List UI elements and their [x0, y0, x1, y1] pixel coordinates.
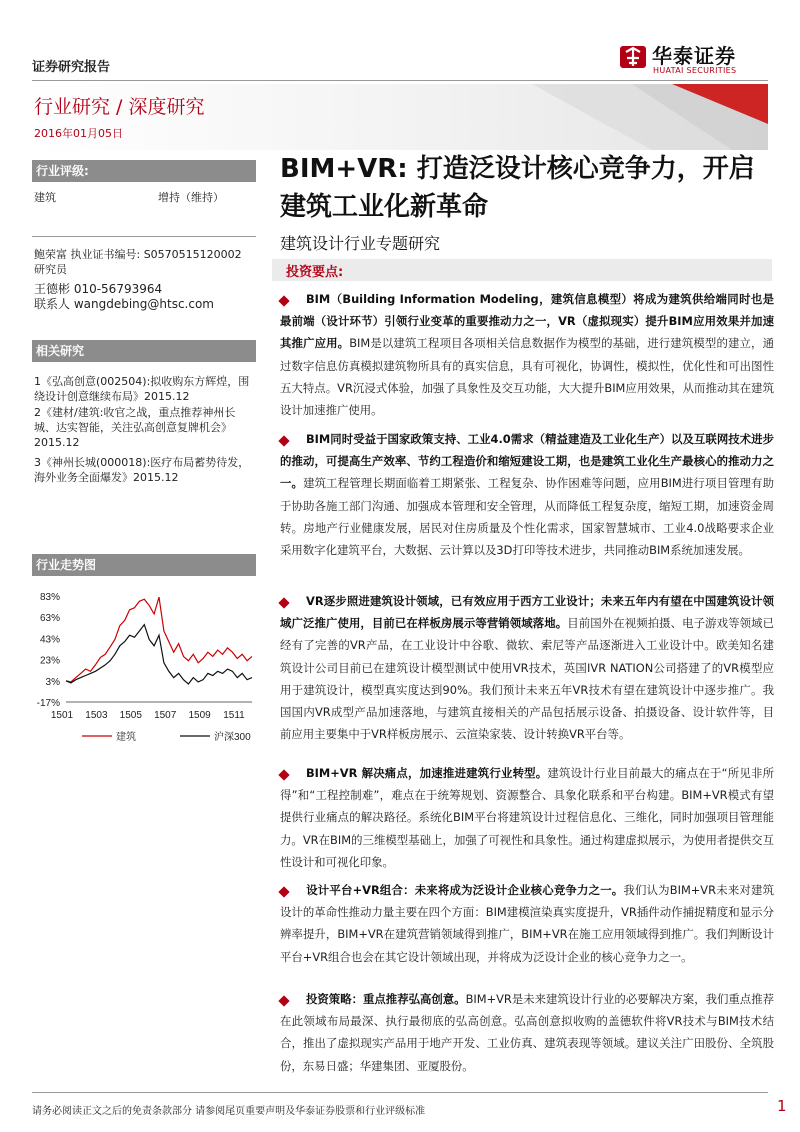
legend-label: 建筑 [116, 732, 136, 743]
key-point-4-lead: BIM+VR 解决痛点，加速推进建筑行业转型。 [306, 766, 548, 780]
key-points-label: 投资要点: [286, 265, 344, 280]
brand-name-en: HUATAI SECURITIES [653, 66, 737, 75]
y-tick-label: 3% [45, 676, 60, 688]
key-point-2 [280, 428, 774, 561]
analyst-1: 鲍荣富 执业证书编号: S0570515120002 [34, 248, 242, 261]
related-item-2[interactable]: 2《建材/建筑:收官之战，重点推荐神州长城、达实智能，关注弘高创意复牌机会》2015.12 [34, 406, 236, 449]
document-type-label: 证券研究报告 [32, 60, 111, 75]
trend-chart-header: 行业走势图 [32, 554, 256, 576]
x-tick-label: 1501 [50, 710, 74, 721]
chart-legend [82, 730, 251, 743]
key-point-6-body: BIM+VR是未来建筑设计行业的必要解决方案，我们重点推荐在此领域布局最深、执行最彻底的弘高创意。弘高创意拟收购的盖德软件将VR技术与BIM技术结合，推出了虚拟现实产品用于地产开发、工业仿真、建筑表现等领域。建议关注广田股份、全筑股份，东易日盛；华建集团、亚厦股份。 [280, 992, 774, 1073]
y-tick-label: 83% [39, 592, 60, 603]
analyst-2-contact: 联系人 wangdebing@htsc.com [34, 297, 214, 311]
x-tick-label: 1505 [119, 710, 142, 721]
key-point-1 [280, 288, 774, 421]
trend-chart [30, 584, 260, 750]
x-tick-label: 1503 [85, 710, 108, 721]
key-point-3 [280, 590, 774, 745]
report-title-line-2: 建筑工业化新革命 [280, 192, 489, 222]
y-tick-label: 43% [39, 634, 60, 646]
huatai-logo-icon [620, 42, 646, 70]
key-point-4-body: 建筑设计行业目前最大的痛点在于“所见非所得”和“工程控制难”，难点在于统筹规划、资源整合、具象化联系和平台构建。BIM+VR模式有望提供行业痛点的解决路径。系统化BIM平台将建筑设计过程信息化、三维化，同时加强项目管理能力。VR在BIM的三维模型基础上，加强了可视性和具象性。通过构建虚拟展示，为使用者提供交互性设计和可视化印象。 [280, 766, 775, 869]
industry-name: 建筑 [34, 191, 56, 204]
key-point-3-lead: VR逐步照进建筑设计领域，已有效应用于西方工业设计；未来五年内有望在中国建筑设计领域广泛推广使用，目前已在样板房展示等营销领域落地。 [280, 594, 774, 631]
key-point-6 [280, 988, 774, 1077]
report-title-line-1: BIM+VR: 打造泛设计核心竞争力，开启 [280, 154, 755, 184]
key-point-1-body: BIM是以建筑工程项目各项相关信息数据作为模型的基础，进行建筑模型的建立，通过数字信息仿真模拟建筑物所具有的真实信息，具有可视化，协调性，模拟性，优化性和可出图性五大特点。VR沉浸式体验，加强了具象性及交互功能，大大提升BIM应用效果，从而推动其在建筑设计加速推广使用。 [280, 336, 774, 418]
plot-area [66, 597, 252, 684]
series-line-2 [66, 625, 252, 684]
y-axis-ticks [37, 592, 252, 709]
report-category: 行业研究 / 深度研究 [34, 96, 205, 118]
page-number: 1 [777, 1097, 787, 1115]
report-date: 2016年01月05日 [34, 127, 123, 140]
key-point-1-lead: BIM（Building Information Modeling，建筑信息模型）将成为建筑供给端同时也是最前端（设计环节）引领行业变革的重要推动力之一，VR（虚拟现实）提升BIM应用效果并加速其推广应用。 [280, 292, 774, 351]
footer-disclaimer[interactable]: 请务必阅读正文之后的免责条款部分 请参阅尾页重要声明及华泰证券股票和行业评级标准 [32, 1106, 426, 1117]
key-point-5-body: 我们认为BIM+VR未来对建筑设计的革命性推动力量主要在四个方面：BIM建模渲染真实度提升，VR插件动作捕捉精度和显示分辨率提升，BIM+VR在建筑营销领域得到推广，BIM+VR在施工应用领域得到推广。我们判断设计平台+VR组合也会在其它设计领域出现，并将成为泛设计企业的核心竞争力之一。 [280, 883, 774, 964]
key-point-2-body: 建筑工程管理长期面临着工期紧张、工程复杂、协作困难等问题，应用BIM进行项目管理有助于协助各施工部门沟通、加强成本管理和安全管理，从而降低工程复杂度，缩短工期，加速资金周转。房地产行业健康发展，居民对住房质量及个性化需求，国家智慧城市、工业4.0战略要求企业采用数字化建筑平台，大数据、云计算以及3D打印等技术进步，共同推动BIM系统加速发展。 [280, 476, 774, 558]
y-tick-label: -17% [36, 698, 60, 709]
analyst-2-phone: 王德彬 010-56793964 [34, 282, 163, 296]
key-point-5-lead: 设计平台+VR组合：未来将成为泛设计企业核心竞争力之一。 [306, 883, 624, 897]
y-tick-label: 23% [39, 655, 60, 667]
analyst-1-role: 研究员 [34, 263, 67, 276]
rating-header: 行业评级: [32, 160, 256, 182]
x-tick-label: 1509 [188, 710, 211, 721]
sidebar-divider [32, 236, 256, 237]
key-points-bar [272, 259, 772, 281]
related-item-1[interactable]: 1《弘高创意(002504):拟收购东方辉煌，围绕设计创意继续布局》2015.12 [34, 375, 250, 403]
x-tick-label: 1511 [223, 710, 245, 721]
huatai-logo [620, 40, 770, 80]
related-research-header: 相关研究 [32, 340, 256, 362]
key-point-3-body: 目前国外在视频拍摄、电子游戏等领域已经有了完善的VR产品，在工业设计中谷歌、微软、索尼等产品逐渐进入工业设计中。欧美知名建筑设计公司目前已在建筑设计模型测试中使用VR技术，英国IVR NATION公司搭建了的VR模型应用于建筑设计，模型真实度达到90%。我们预计未来五年VR技术有望在建筑设计中逐步推广。我国国内VR成型产品加速落地，与建筑直接相关的产品包括展示设备、拍摄设备、设计软件等，目前应用主要集中于VR样板房展示、云渲染家装、设计转换VR平台等。 [280, 616, 774, 742]
key-point-4 [280, 762, 774, 873]
key-point-2-lead: BIM同时受益于国家政策支持、工业4.0需求（精益建造及工业化生产）以及互联网技术进步的推动，可提高生产效率、节约工程造价和缩短建设工期，也是建筑工业化生产最核心的推动力之一。 [280, 432, 774, 491]
x-tick-label: 1507 [154, 710, 177, 721]
report-subtitle: 建筑设计行业专题研究 [280, 234, 441, 253]
x-axis-ticks [51, 710, 245, 721]
header-rule [32, 80, 768, 81]
series-line-1 [66, 597, 252, 682]
footer-rule [32, 1092, 768, 1093]
report-title [280, 150, 780, 226]
industry-rating: 增持（维持） [158, 191, 224, 204]
related-item-3[interactable]: 3《神州长城(000018):医疗布局蓄势待发，海外业务全面爆发》2015.12 [34, 456, 250, 484]
key-point-5 [280, 879, 774, 968]
key-point-6-lead: 投资策略：重点推荐弘高创意。 [306, 992, 466, 1006]
y-tick-label: 63% [39, 613, 60, 625]
brand-name-cn: 华泰证券 [652, 44, 736, 68]
legend-label: 沪深300 [214, 732, 251, 743]
